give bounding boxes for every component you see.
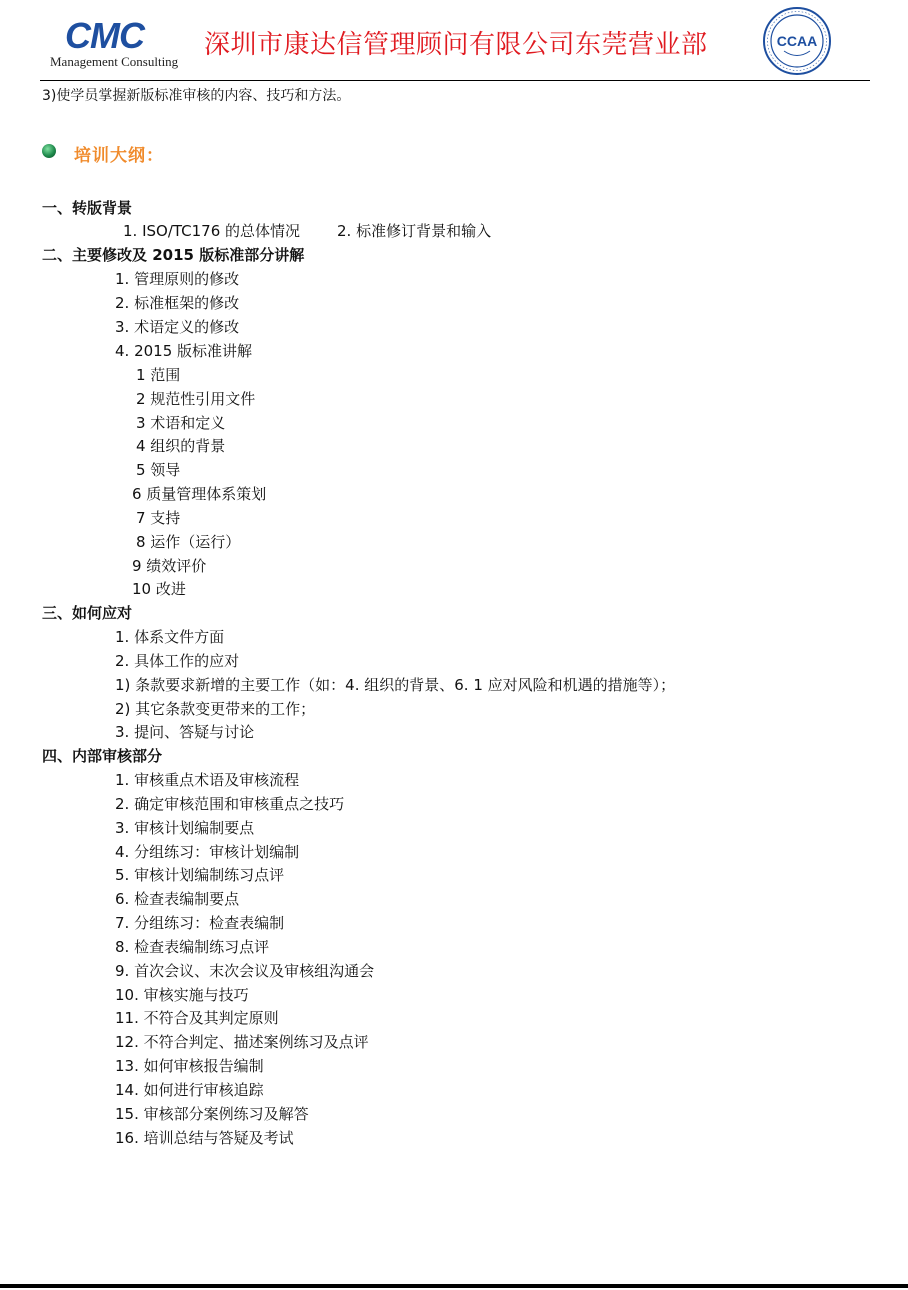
list-item: 1. 管理原则的修改 [115, 270, 240, 288]
clause-item: 4 组织的背景 [136, 437, 226, 455]
section-heading: 二、主要修改及 2015 版标准部分讲解 [42, 246, 305, 264]
list-item: 2. 确定审核范围和审核重点之技巧 [115, 795, 345, 813]
clause-item: 6 质量管理体系策划 [132, 485, 267, 503]
clause-item: 8 运作（运行） [136, 533, 241, 551]
outline-title-label: 培训大纲： [74, 146, 164, 166]
list-item: 11. 不符合及其判定原则 [115, 1009, 279, 1027]
seal-text: CCAA [776, 33, 818, 49]
list-item: 1. 体系文件方面 [115, 628, 225, 646]
list-item: 3. 提问、答疑与讨论 [115, 723, 255, 741]
list-item: 1. 审核重点术语及审核流程 [115, 771, 300, 789]
list-item: 14. 如何进行审核追踪 [115, 1081, 264, 1099]
company-name: 深圳市康达信管理顾问有限公司东莞营业部 [204, 30, 708, 60]
clause-item: 5 领导 [136, 461, 181, 479]
list-item: 1. ISO/TC176 的总体情况 [123, 222, 301, 240]
list-item: 12. 不符合判定、描述案例练习及点评 [115, 1033, 369, 1051]
list-item: 4. 分组练习：审核计划编制 [115, 843, 300, 861]
list-item: 3. 术语定义的修改 [115, 318, 240, 336]
clause-item: 3 术语和定义 [136, 414, 226, 432]
clause-item: 7 支持 [136, 509, 181, 527]
list-item: 13. 如何审核报告编制 [115, 1057, 264, 1075]
intro-text: 3)使学员掌握新版标准审核的内容、技巧和方法。 [42, 88, 351, 104]
list-item: 2. 具体工作的应对 [115, 652, 240, 670]
section-heading: 四、内部审核部分 [42, 747, 163, 765]
logo-subtitle: Management Consulting [50, 54, 179, 69]
ccaa-seal-icon [762, 6, 832, 76]
list-item: 3. 审核计划编制要点 [115, 819, 255, 837]
page-header [0, 0, 908, 82]
list-item: 5. 审核计划编制练习点评 [115, 866, 285, 884]
clause-item: 9 绩效评价 [132, 557, 207, 575]
list-item: 4. 2015 版标准讲解 [115, 342, 253, 360]
clause-item: 1 范围 [136, 366, 181, 384]
clause-item: 10 改进 [132, 580, 186, 598]
cmc-logo [50, 15, 179, 74]
header-divider [40, 80, 870, 81]
bottom-border [0, 1284, 908, 1288]
list-item: 7. 分组练习：检查表编制 [115, 914, 285, 932]
list-item: 15. 审核部分案例练习及解答 [115, 1105, 309, 1123]
section-heading: 一、转版背景 [42, 199, 133, 217]
logo-mark: CMC [65, 15, 144, 56]
list-item: 2. 标准修订背景和输入 [337, 222, 492, 240]
list-item: 10. 审核实施与技巧 [115, 986, 249, 1004]
green-bullet-icon [42, 144, 56, 158]
list-item: 1) 条款要求新增的主要工作（如：4. 组织的背景、6. 1 应对风险和机遇的措施等）； [115, 676, 676, 694]
list-item: 6. 检查表编制要点 [115, 890, 240, 908]
list-item: 2) 其它条款变更带来的工作； [115, 700, 316, 718]
section-heading: 三、如何应对 [42, 604, 133, 622]
list-item: 8. 检查表编制练习点评 [115, 938, 270, 956]
list-item: 2. 标准框架的修改 [115, 294, 240, 312]
list-item: 9. 首次会议、末次会议及审核组沟通会 [115, 962, 375, 980]
list-item: 16. 培训总结与答疑及考试 [115, 1129, 294, 1147]
clause-item: 2 规范性引用文件 [136, 390, 256, 408]
